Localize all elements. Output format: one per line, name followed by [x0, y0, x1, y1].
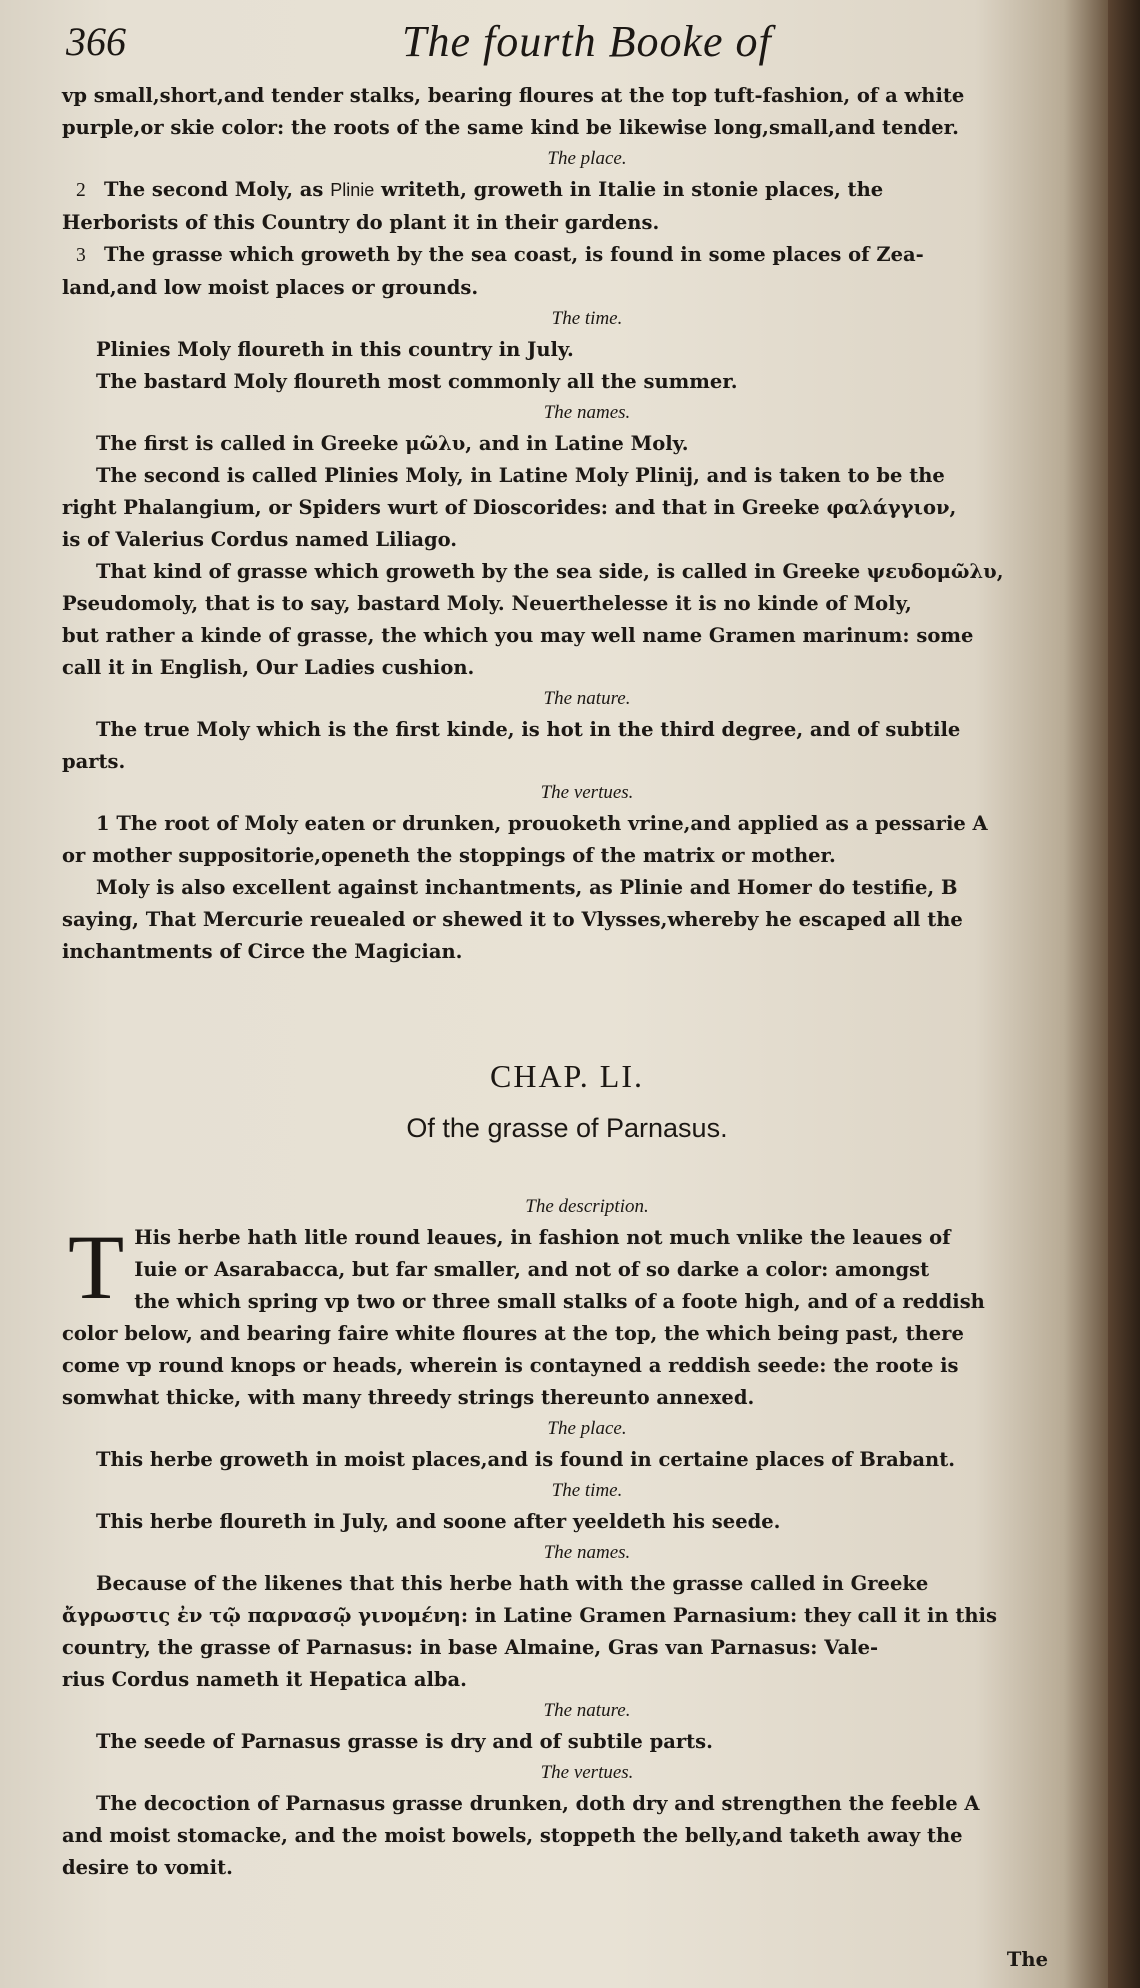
text-line: vp small,short,and tender stalks, bearing floures at the top tuft-fashion, of a white	[62, 84, 965, 107]
text-line: Pseudomoly, that is to say, bastard Moly. Neuerthelesse it is no kinde of Moly,	[62, 592, 912, 615]
text-line: the which spring vp two or three small stalks of a foote high, and of a reddish	[134, 1290, 985, 1313]
text-line: Herborists of this Country do plant it in their gardens.	[62, 211, 660, 234]
chapter-title: Of the grasse of Parnasus.	[406, 1113, 728, 1143]
text-line: The second Moly, as	[104, 178, 331, 201]
text-line: but rather a kinde of grasse, the which you may well name Gramen marinum: some	[62, 624, 974, 647]
book-binding-edge	[1108, 0, 1140, 1988]
section-heading-vertues: The vertues.	[540, 782, 634, 803]
text-line: call it in English, Our Ladies cushion.	[62, 656, 475, 679]
text-line: is of Valerius Cordus named Liliago.	[62, 528, 458, 551]
text-line: The seede of Parnasus grasse is dry and of subtile parts.	[96, 1730, 713, 1753]
section-heading-names: The names.	[543, 1542, 631, 1563]
text-line: come vp round knops or heads, wherein is contayned a reddish seede: the roote is	[62, 1354, 959, 1377]
text-line: This herbe floureth in July, and soone after yeeldeth his seede.	[96, 1510, 781, 1533]
text-line-roman: Plinie	[330, 180, 375, 200]
section-heading-nature: The nature.	[543, 1700, 631, 1721]
text-line: color below, and bearing faire white floures at the top, the which being past, there	[62, 1322, 964, 1345]
text-line: Moly is also excellent against inchantments, as Plinie and Homer do testifie, B	[96, 876, 958, 899]
item-number: 3	[76, 245, 86, 266]
text-line: The first is called in Greeke μῶλυ, and in Latine Moly.	[96, 432, 689, 455]
section-heading-nature: The nature.	[543, 688, 631, 709]
text-line: The grasse which groweth by the sea coast, is found in some places of Zea-	[104, 243, 924, 266]
text-line: The bastard Moly floureth most commonly all the summer.	[96, 370, 738, 393]
running-head	[62, 14, 1072, 76]
section-heading-description: The description.	[525, 1196, 649, 1217]
text-line: parts.	[62, 750, 126, 773]
text-line: The decoction of Parnasus grasse drunken, doth dry and strengthen the feeble A	[96, 1792, 980, 1815]
text-line: 1 The root of Moly eaten or drunken, prouoketh vrine,and applied as a pessarie A	[96, 812, 988, 835]
chapter-heading	[62, 1058, 1072, 1144]
item-number: 2	[76, 180, 86, 201]
text-line: That kind of grasse which groweth by the sea side, is called in Greeke ψευδομῶλυ,	[96, 560, 1004, 583]
drop-capital: T	[68, 1216, 125, 1318]
description-block	[62, 1216, 1072, 1414]
text-line: Because of the likenes that this herbe hath with the grasse called in Greeke	[96, 1572, 929, 1595]
section-heading-names: The names.	[543, 402, 631, 423]
text-line: saying, That Mercurie reuealed or shewed it to Vlysses,whereby he escaped all the	[62, 908, 963, 931]
section-heading-place: The place.	[547, 148, 627, 169]
text-line: inchantments of Circe the Magician.	[62, 940, 463, 963]
text-line: writeth, groweth in Italie in stonie places, the	[374, 178, 884, 201]
page-number: 366	[66, 19, 126, 64]
text-line: land,and low moist places or grounds.	[62, 276, 479, 299]
text-line: rius Cordus nameth it Hepatica alba.	[62, 1668, 467, 1691]
text-line: His herbe hath litle round leaues, in fashion not much vnlike the leaues of	[134, 1226, 951, 1249]
text-line: ἄγρωστις ἐν τῷ παρνασῷ γινομένη: in Latine Gramen Parnasium: they call it in this	[62, 1604, 997, 1627]
chapter-body	[62, 1192, 1072, 1884]
text-line: somwhat thicke, with many threedy strings thereunto annexed.	[62, 1386, 755, 1409]
running-title: The fourth Booke of	[402, 17, 772, 66]
previous-chapter-continuation	[62, 80, 1072, 968]
catchword: The	[1006, 1948, 1048, 1971]
section-heading-vertues: The vertues.	[540, 1762, 634, 1783]
text-line: and moist stomacke, and the moist bowels, stoppeth the belly,and taketh away the	[62, 1824, 963, 1847]
text-line: Iuie or Asarabacca, but far smaller, and not of so darke a color: amongst	[134, 1258, 930, 1281]
text-line: right Phalangium, or Spiders wurt of Dioscorides: and that in Greeke φαλάγγιον,	[62, 496, 957, 519]
text-line: desire to vomit.	[62, 1856, 233, 1879]
text-line: The true Moly which is the first kinde, is hot in the third degree, and of subtile	[96, 718, 961, 741]
text-line: Plinies Moly floureth in this country in July.	[96, 338, 574, 361]
section-heading-time: The time.	[551, 1480, 623, 1501]
text-line: purple,or skie color: the roots of the same kind be likewise long,small,and tender.	[62, 116, 959, 139]
text-line: country, the grasse of Parnasus: in base Almaine, Gras van Parnasus: Vale-	[62, 1636, 879, 1659]
text-line: The second is called Plinies Moly, in Latine Moly Plinij, and is taken to be the	[96, 464, 945, 487]
text-line: or mother suppositorie,openeth the stoppings of the matrix or mother.	[62, 844, 836, 867]
section-heading-time: The time.	[551, 308, 623, 329]
section-heading-place: The place.	[547, 1418, 627, 1439]
chapter-number: CHAP. LI.	[489, 1058, 644, 1094]
text-line: This herbe groweth in moist places,and is found in certaine places of Brabant.	[96, 1448, 956, 1471]
